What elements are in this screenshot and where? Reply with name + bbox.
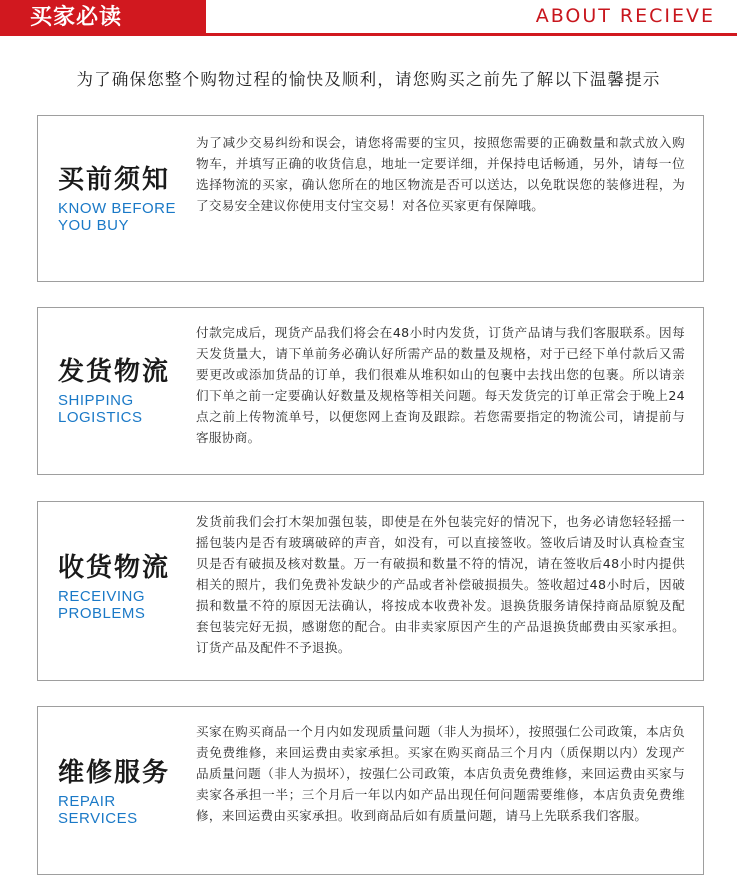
section-title-en [58, 793, 170, 827]
section-card-know-before-you-buy [37, 115, 704, 282]
section-label [58, 757, 170, 827]
section-title-en-line-1: KNOW BEFORE [58, 200, 177, 217]
section-card-repair-services [37, 706, 704, 875]
section-body: 发货前我们会打木架加强包装，即使是在外包装完好的情况下，也务必请您轻轻摇一摇包装内是否有玻璃破碎的声音，如没有，可以直接签收。签收后请及时认真检查宝贝是否有破损及核对数量。万一有破损和数量不符的情况，请在签收后48小时内提供相关的照片，我们免费补发缺少的产品或者补偿破损损失。签收超过48小时后，因破损和数量不符的原因无法确认，将按成本收费补发。退换货服务请保持商品原貌及配套包装完好无损，感谢您的配合。由非卖家原因产生的产品退换货邮费由买家承担。订货产品及配件不予退换。 [196, 514, 685, 655]
section-title-en [58, 588, 170, 622]
section-title-zh: 发货物流 [58, 357, 171, 387]
page-header [0, 0, 737, 40]
section-title-en-line-1: RECEIVING [58, 588, 146, 605]
section-title-en-line-1: REPAIR [58, 793, 116, 810]
section-title-en-line-2: SERVICES [58, 810, 138, 827]
section-label [58, 552, 170, 622]
section-title-zh: 买前须知 [58, 165, 171, 195]
section-card-shipping-logistics [37, 307, 704, 475]
section-body: 为了减少交易纠纷和误会，请您将需要的宝贝，按照您需要的正确数量和款式放入购物车，并填写正确的收货信息，地址一定要详细，并保持电话畅通，另外，请每一位选择物流的买家，确认您所在的地区物流是否可以送达，以免耽误您的装修进程，为了交易安全建议你使用支付宝交易！对各位买家更有保障哦。 [196, 135, 685, 213]
section-body: 买家在购买商品一个月内如发现质量问题（非人为损坏），按照强仁公司政策，本店负责免费维修，来回运费由卖家承担。买家在购买商品三个月内（质保期以内）发现产品质量问题（非人为损坏），按强仁公司政策，本店负责免费维修，来回运费由买家与卖家各承担一半；三个月后一年以内如产品出现任何问题需要维修，本店负责免费维修，来回运费由买家承担。收到商品后如有质量问题，请马上先联系我们客服。 [196, 724, 685, 823]
section-title-zh: 收货物流 [58, 553, 171, 583]
section-title-en-line-2: PROBLEMS [58, 605, 146, 622]
section-title-en-line-2: YOU BUY [58, 217, 130, 234]
section-title-en-line-2: LOGISTICS [58, 409, 143, 426]
intro-text: 为了确保您整个购物过程的愉快及顺利，请您购买之前先了解以下温馨提示 [76, 70, 661, 89]
section-title-en [58, 200, 176, 234]
header-rule [206, 33, 737, 36]
header-title: 买家必读 [30, 5, 123, 30]
section-label [58, 356, 170, 426]
section-title-zh: 维修服务 [58, 758, 171, 788]
section-label [58, 164, 176, 234]
header-subtitle: ABOUT RECIEVE [535, 5, 715, 27]
section-title-en [58, 392, 170, 426]
section-card-receiving-problems [37, 501, 704, 681]
section-body: 付款完成后，现货产品我们将会在48小时内发货，订货产品请与我们客服联系。因每天发货量大，请下单前务必确认好所需产品的数量及规格，对于已经下单付款后又需要更改或添加货品的订单，我们很难从堆积如山的包裹中去找出您的包裹。所以请亲们下单之前一定要确认好数量及规格等相关问题。每天发货完的订单正常会于晚上24点之前上传物流单号，以便您网上查询及跟踪。若您需要指定的物流公司，请提前与客服协商。 [196, 325, 685, 445]
section-title-en-line-1: SHIPPING [58, 392, 134, 409]
